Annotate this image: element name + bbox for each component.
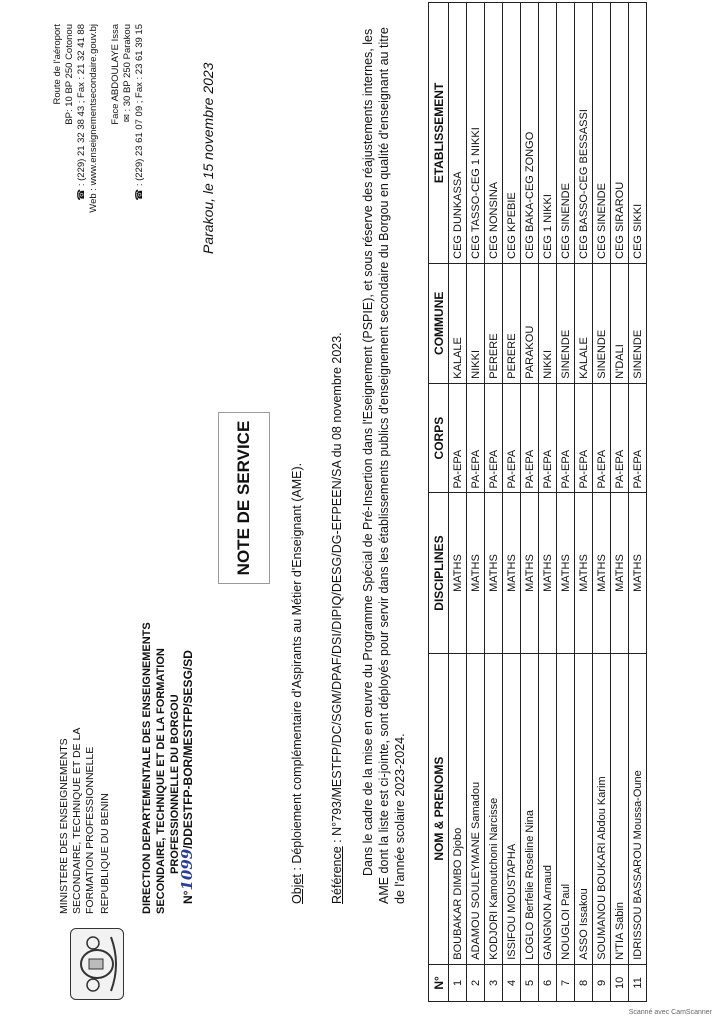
document-title: NOTE DE SERVICE [218, 412, 270, 584]
address-line: ☎ : (229) 23 61 07 09 ; Fax : 23 61 39 15 [134, 24, 145, 201]
reference-text: : N°793/MESTFP/DC/SGM/DPAF/DSI/DIPIQ/DESG/DG-EFPEEN/SA du 08 novembre 2023. [330, 332, 344, 843]
cell-name: SOUMANOU BOUKARI Abdou Karim [593, 653, 611, 964]
ministry-line: FORMATION PROFESSIONNELLE [84, 746, 96, 914]
cell-corps: PA-EPA [593, 383, 611, 493]
cell-corps: PA-EPA [521, 383, 539, 493]
cell-discipline: MATHS [485, 493, 503, 653]
cell-discipline: MATHS [629, 493, 647, 653]
cell-name: NOUGLOI Paul [557, 653, 575, 964]
objet-line [290, 463, 304, 904]
cell-number: 2 [467, 964, 485, 1001]
cell-number: 9 [593, 964, 611, 1001]
cell-discipline: MATHS [467, 493, 485, 653]
cell-name: ADAMOU SOULEYMANE Samadou [467, 653, 485, 964]
cell-discipline: MATHS [593, 493, 611, 653]
ministry-line: MINISTERE DES ENSEIGNEMENTS [58, 738, 70, 914]
cell-establishment: CEG SIKKI [629, 3, 647, 264]
header-commune: COMMUNE [429, 263, 449, 383]
cell-number: 4 [503, 964, 521, 1001]
cell-corps: PA-EPA [467, 383, 485, 493]
objet-label: Objet [290, 874, 304, 904]
direction-line: PROFESSIONNELLE DU BORGOU [169, 694, 181, 874]
cell-corps: PA-EPA [629, 383, 647, 493]
cell-establishment: CEG SIRAROU [611, 3, 629, 264]
cell-commune: SINENDE [557, 263, 575, 383]
cell-commune: KALALE [449, 263, 467, 383]
cell-establishment: CEG TASSO-CEG 1 NIKKI [467, 3, 485, 264]
address-line: Web : www.enseignementsecondaire.gouv.bj [88, 24, 99, 213]
cell-number: 10 [611, 964, 629, 1001]
direction-block [140, 554, 182, 914]
cell-name: N'TIA Sabin [611, 653, 629, 964]
cell-commune: PERERE [503, 263, 521, 383]
objet-text: : Déploiement complémentaire d'Aspirants au Métier d'Enseignant (AME). [290, 462, 304, 871]
address-line: Face ABDOULAYE Issa [110, 24, 121, 125]
direction-line: SECONDAIRE, TECHNIQUE ET DE LA FORMATION [155, 648, 167, 914]
cell-number: 5 [521, 964, 539, 1001]
cell-number: 6 [539, 964, 557, 1001]
cell-discipline: MATHS [449, 493, 467, 653]
cell-establishment: CEG KPEBIE [503, 3, 521, 264]
cell-commune: NIKKI [467, 263, 485, 383]
cell-establishment: CEG DUNKASSA [449, 3, 467, 264]
cell-corps: PA-EPA [575, 383, 593, 493]
cell-number: 11 [629, 964, 647, 1001]
cell-discipline: MATHS [539, 493, 557, 653]
address-line: BP: 10 BP 250 Cotonou [64, 24, 75, 125]
cell-commune: NIKKI [539, 263, 557, 383]
header-name: NOM & PRENOMS [429, 653, 449, 964]
cell-commune: SINENDE [629, 263, 647, 383]
cell-discipline: MATHS [575, 493, 593, 653]
table-row [449, 3, 467, 1002]
cell-discipline: MATHS [521, 493, 539, 653]
body-paragraph: Dans le cadre de la mise en œuvre du Programme Spécial de Pré-Insertion dans l'Eseignement (PSPIE), et sous réserve des réajustements internes, les AME dont la liste est ci-jointe, sont déployés pour servir dans les établissements publics d'enseignement secondaire du Borgou en qualité d'enseignant au titre de l'année scolaire 2023-2024. [361, 27, 407, 904]
header-number: N° [429, 964, 449, 1001]
cell-name: LOGLO Berfelie Roseline Nina [521, 653, 539, 964]
ref-handwritten-number: 1099 [178, 848, 196, 891]
cell-number: 3 [485, 964, 503, 1001]
ministry-line: SECONDAIRE, TECHNIQUE ET DE LA [71, 727, 83, 914]
table-row [485, 3, 503, 1002]
reference-label: Référence [330, 846, 344, 904]
cell-corps: PA-EPA [485, 383, 503, 493]
table-row [575, 3, 593, 1002]
cell-establishment: CEG SINENDE [557, 3, 575, 264]
cell-name: ISSIFOU MOUSTAPHA [503, 653, 521, 964]
cell-commune: PARAKOU [521, 263, 539, 383]
header-corps: CORPS [429, 383, 449, 493]
header-discipline: DISCIPLINES [429, 493, 449, 653]
cell-corps: PA-EPA [611, 383, 629, 493]
header-establishment: ETABLISSEMENT [429, 3, 449, 264]
table-row [467, 3, 485, 1002]
ministry-block [58, 584, 112, 914]
note-reference-number [178, 650, 196, 904]
table-row [557, 3, 575, 1002]
table-row [503, 3, 521, 1002]
cell-commune: PERERE [485, 263, 503, 383]
cell-name: ASSO Issakou [575, 653, 593, 964]
cell-discipline: MATHS [503, 493, 521, 653]
cell-corps: PA-EPA [449, 383, 467, 493]
direction-line: DIRECTION DEPARTEMENTALE DES ENSEIGNEMENTS [141, 622, 153, 914]
cell-establishment: CEG SINENDE [593, 3, 611, 264]
table-row [521, 3, 539, 1002]
ministry-line: REPUBLIQUE DU BENIN [99, 793, 111, 914]
cell-number: 8 [575, 964, 593, 1001]
address-line: ✉ : 30 BP 250 Parakou [122, 24, 133, 123]
cell-name: GANGNON Arnaud [539, 653, 557, 964]
cell-commune: N'DALI [611, 263, 629, 383]
cell-number: 1 [449, 964, 467, 1001]
table-row [611, 3, 629, 1002]
reference-line [330, 332, 344, 904]
cell-establishment: CEG NONSINA [485, 3, 503, 264]
address-line: Route de l'aéroport [52, 24, 63, 105]
coat-of-arms-icon [70, 928, 124, 1000]
cell-establishment: CEG BASSO-CEG BESSASSI [575, 3, 593, 264]
cell-name: KODJORI Kamoutchoni Narcisse [485, 653, 503, 964]
cell-commune: SINENDE [593, 263, 611, 383]
cell-discipline: MATHS [557, 493, 575, 653]
scanner-watermark: Scanné avec CamScanner [628, 1009, 712, 1016]
address-line: ☎ : (229) 21 32 38 43 ; Fax : 21 32 41 88 [76, 24, 87, 201]
document-date: Parakou, le 15 novembre 2023 [200, 62, 216, 254]
cell-establishment: CEG BAKA-CEG ZONGO [521, 3, 539, 264]
table-row [539, 3, 557, 1002]
table-row [629, 3, 647, 1002]
cell-commune: KALALE [575, 263, 593, 383]
cell-corps: PA-EPA [557, 383, 575, 493]
cell-name: BOUBAKAR DIMBO Djobo [449, 653, 467, 964]
cell-number: 7 [557, 964, 575, 1001]
cell-name: IDRISSOU BASSAROU Moussa-Oune [629, 653, 647, 964]
table-header-row [429, 3, 449, 1002]
cell-establishment: CEG 1 NIKKI [539, 3, 557, 264]
ame-deployment-table [428, 2, 647, 1002]
cell-discipline: MATHS [611, 493, 629, 653]
table-row [593, 3, 611, 1002]
address-block [52, 24, 146, 234]
ref-prefix: N° [181, 890, 195, 904]
ref-suffix: /DDESTFP-BOR/MESTFP/SESG/SD [181, 650, 195, 849]
cell-corps: PA-EPA [539, 383, 557, 493]
cell-corps: PA-EPA [503, 383, 521, 493]
